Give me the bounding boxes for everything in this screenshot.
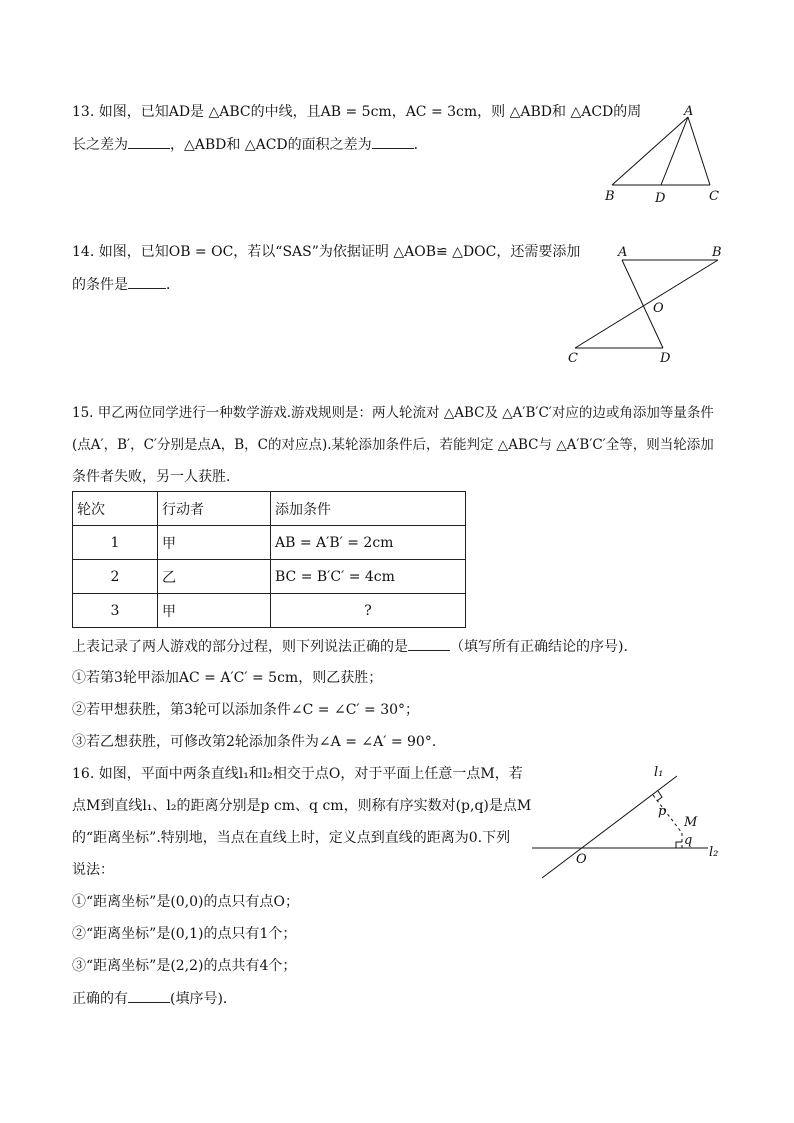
q16-answer — [72, 988, 237, 1009]
label-A: A — [618, 245, 628, 260]
q15-table — [72, 491, 466, 628]
q16-distance-figure — [530, 760, 730, 885]
q14-line1 — [72, 242, 580, 262]
q13-text: 长之差为 — [72, 137, 128, 153]
answer-blank[interactable] — [372, 134, 414, 149]
q15-text: 条件者失败，另一人获胜． — [72, 469, 240, 485]
q13-text: ． — [413, 137, 428, 153]
answer-blank[interactable] — [128, 274, 166, 289]
q16-line3 — [72, 828, 510, 848]
table-header-row — [73, 492, 466, 526]
header-round: 轮次 — [73, 492, 158, 526]
q16-line2 — [72, 796, 531, 816]
option-text: ②“距离坐标”是(0,1)的点只有1个； — [72, 926, 297, 942]
header-condition: 添加条件 — [271, 492, 466, 526]
cell-round: 2 — [73, 560, 158, 594]
q14-figure — [560, 240, 730, 370]
table-row — [73, 526, 466, 560]
option-text: ①“距离坐标”是(0,0)的点只有点O； — [72, 894, 299, 910]
q16-text: 16. 如图，平面中两条直线l₁和l₂相交于点O，对于平面上任意一点M，若 — [72, 766, 523, 782]
label-D: D — [660, 351, 671, 366]
q14-text: 的条件是 — [72, 277, 128, 293]
label-C: C — [709, 189, 719, 204]
q14-line2 — [72, 274, 180, 295]
answer-blank[interactable] — [128, 134, 170, 149]
cell-actor: 甲 — [158, 594, 271, 628]
q13-triangle-figure — [600, 105, 730, 205]
q16-text: 正确的有 — [72, 991, 128, 1007]
q13-line1 — [72, 102, 641, 122]
q16-text: 点M到直线l₁、l₂的距离分别是p cm、q cm，则称有序实数对(p,q)是点M — [72, 798, 532, 814]
q15-text: (点A′，B′，C′分别是点A，B，C的对应点).某轮添加条件后，若能判定 △ABC与 △A′B′C′全等，则当轮添加 — [72, 437, 714, 453]
option-text: ②若甲想获胜，第3轮可以添加条件∠C = ∠C′ = 30°； — [72, 702, 420, 718]
q14-text: ． — [166, 277, 180, 293]
q15-text: 上表记录了两人游戏的部分过程，则下列说法正确的是 — [72, 639, 408, 655]
label-M: M — [684, 815, 698, 830]
q15-line3 — [72, 467, 240, 487]
answer-blank[interactable] — [408, 636, 450, 651]
cell-actor: 甲 — [158, 526, 271, 560]
q15-option-3 — [72, 732, 446, 752]
q16-option-1 — [72, 892, 299, 912]
label-O: O — [653, 301, 664, 316]
label-A: A — [684, 104, 694, 119]
table-row — [73, 560, 466, 594]
q16-text: 的“距离坐标”.特别地，当点在直线上时，定义点到直线的距离为0.下列 — [72, 830, 511, 846]
cell-actor: 乙 — [158, 560, 271, 594]
option-text: ①若第3轮甲添加AC = A′C′ = 5cm，则乙获胜； — [72, 670, 383, 686]
option-text: ③“距离坐标”是(2,2)的点共有4个； — [72, 958, 297, 974]
label-p: p — [658, 804, 667, 819]
q14-text: 14. 如图，已知OB = OC，若以“SAS”为依据证明 △AOB≌ △DOC，还需要添加 — [72, 244, 581, 260]
q16-text: (填序号)． — [170, 991, 237, 1007]
q16-line4 — [72, 860, 114, 880]
answer-blank[interactable] — [128, 988, 170, 1003]
q15-text: 15. 甲乙两位同学进行一种数学游戏.游戏规则是：两人轮流对 △ABC及 △A′B′C′对应的边或角添加等量条件 — [72, 405, 714, 421]
cell-condition: BC = B′C′ = 4cm — [271, 560, 466, 594]
cell-condition: AB = A′B′ = 2cm — [271, 526, 466, 560]
q16-option-3 — [72, 956, 296, 976]
q15-option-1 — [72, 668, 382, 688]
label-l2: l₂ — [709, 845, 719, 860]
label-B: B — [712, 245, 722, 260]
q16-text: 说法： — [72, 862, 114, 878]
cell-round: 3 — [73, 594, 158, 628]
option-text: ③若乙想获胜，可修改第2轮添加条件为∠A = ∠A′ = 90°． — [72, 734, 446, 750]
cell-condition: ? — [271, 594, 466, 628]
q13-text: 13. 如图，已知AD是 △ABC的中线，且AB = 5cm，AC = 3cm，则 △ABD和 △ACD的周 — [72, 104, 642, 120]
q15-line1 — [72, 403, 714, 423]
header-actor: 行动者 — [158, 492, 271, 526]
q15-after — [72, 636, 637, 657]
label-D: D — [655, 191, 666, 206]
table-row — [73, 594, 466, 628]
q16-line1 — [72, 764, 523, 784]
label-q: q — [684, 833, 693, 848]
label-l1: l₁ — [654, 765, 664, 780]
q16-option-2 — [72, 924, 296, 944]
label-O: O — [576, 852, 587, 867]
q15-option-2 — [72, 700, 419, 720]
q13-text: ，△ABD和 △ACD的面积之差为 — [170, 137, 372, 153]
label-C: C — [568, 351, 578, 366]
cell-round: 1 — [73, 526, 158, 560]
q15-line2 — [72, 435, 714, 455]
q13-line2 — [72, 134, 428, 155]
q15-text: （填写所有正确结论的序号)． — [450, 639, 638, 655]
label-B: B — [605, 189, 615, 204]
